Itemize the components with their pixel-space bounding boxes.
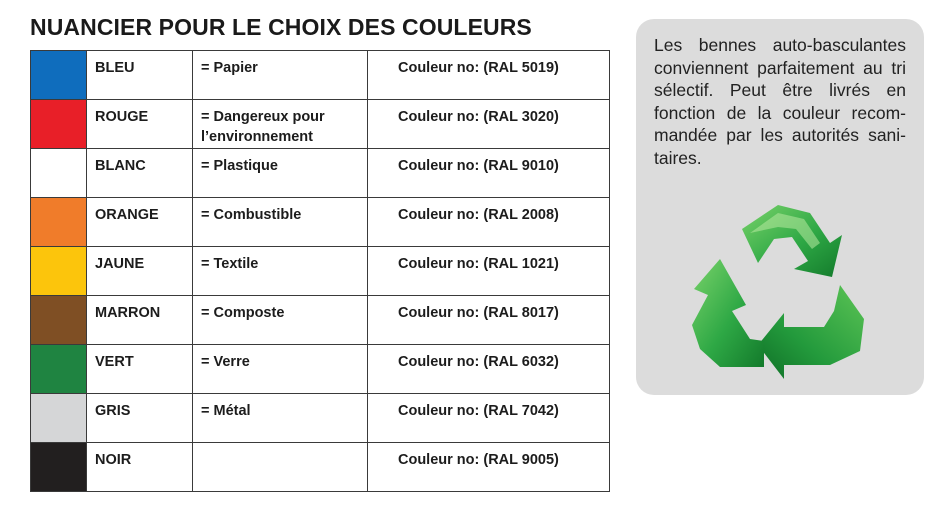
- color-name-cell: [87, 296, 193, 345]
- ral-code: Couleur no: (RAL 5019): [398, 60, 559, 76]
- color-meaning-cell: [193, 51, 368, 100]
- color-row-blanc: [31, 149, 610, 198]
- info-panel: [636, 19, 924, 395]
- color-name: MARRON: [95, 305, 161, 321]
- info-panel-text: Les bennes auto-basculantes conviennent parfaitement au tri sélectif. Peut être livrés en fonction de la couleur recom-mandée par les autorités sani-taires.: [654, 35, 906, 168]
- color-name: VERT: [95, 354, 134, 370]
- color-meaning: = Verre: [201, 354, 250, 370]
- color-swatch: [31, 394, 87, 443]
- color-name-cell: [87, 345, 193, 394]
- color-name: BLEU: [95, 60, 135, 76]
- ral-code-cell: [368, 198, 610, 247]
- color-meaning-cell: [193, 345, 368, 394]
- color-swatch: [31, 51, 87, 100]
- ral-code-cell: [368, 51, 610, 100]
- recycle-icon: [680, 199, 880, 381]
- color-swatch: [31, 100, 87, 149]
- color-name-cell: [87, 149, 193, 198]
- color-meaning-cell: [193, 296, 368, 345]
- color-row-vert: [31, 345, 610, 394]
- color-meaning: = Combustible: [201, 207, 302, 223]
- color-swatch: [31, 149, 87, 198]
- color-meaning-cell: [193, 100, 368, 149]
- ral-code-cell: [368, 149, 610, 198]
- ral-code-cell: [368, 296, 610, 345]
- color-name: JAUNE: [95, 256, 145, 272]
- page-title: NUANCIER POUR LE CHOIX DES COULEURS: [30, 14, 532, 40]
- ral-code-cell: [368, 394, 610, 443]
- color-swatch: [31, 247, 87, 296]
- ral-code-cell: [368, 100, 610, 149]
- color-meaning: [193, 443, 367, 450]
- color-name: ORANGE: [95, 207, 159, 223]
- color-meaning: = Textile: [201, 256, 259, 272]
- color-row-marron: [31, 296, 610, 345]
- color-meaning: = Plastique: [201, 158, 278, 174]
- ral-code-cell: [368, 345, 610, 394]
- ral-code: Couleur no: (RAL 9005): [398, 452, 559, 468]
- color-swatch: [31, 443, 87, 492]
- color-swatch: [31, 345, 87, 394]
- ral-code-cell: [368, 443, 610, 492]
- color-name-cell: [87, 443, 193, 492]
- color-row-jaune: [31, 247, 610, 296]
- color-meaning-cell: [193, 247, 368, 296]
- ral-code: Couleur no: (RAL 3020): [398, 109, 559, 125]
- color-name-cell: [87, 394, 193, 443]
- recycle-arrow-top: [742, 205, 842, 277]
- color-name: ROUGE: [95, 109, 149, 125]
- color-chart-table: [30, 50, 610, 492]
- ral-code-cell: [368, 247, 610, 296]
- color-row-orange: [31, 198, 610, 247]
- color-name-cell: [87, 100, 193, 149]
- color-row-bleu: [31, 51, 610, 100]
- ral-code: Couleur no: (RAL 6032): [398, 354, 559, 370]
- recycle-arrow-right: [758, 285, 864, 379]
- color-meaning: = Dangereux pour l’environnement: [201, 109, 325, 145]
- ral-code: Couleur no: (RAL 1021): [398, 256, 559, 272]
- color-row-gris: [31, 394, 610, 443]
- ral-code: Couleur no: (RAL 2008): [398, 207, 559, 223]
- color-meaning: = Papier: [201, 60, 258, 76]
- recycle-arrow-left: [692, 259, 764, 367]
- ral-code: Couleur no: (RAL 7042): [398, 403, 559, 419]
- color-meaning: = Métal: [201, 403, 251, 419]
- color-meaning-cell: [193, 443, 368, 492]
- color-row-noir: [31, 443, 610, 492]
- color-swatch: [31, 296, 87, 345]
- color-name: BLANC: [95, 158, 146, 174]
- ral-code: Couleur no: (RAL 9010): [398, 158, 559, 174]
- color-name: GRIS: [95, 403, 131, 419]
- color-row-rouge: [31, 100, 610, 149]
- color-name-cell: [87, 198, 193, 247]
- color-meaning-cell: [193, 149, 368, 198]
- color-name-cell: [87, 247, 193, 296]
- color-meaning-cell: [193, 198, 368, 247]
- color-meaning: = Composte: [201, 305, 285, 321]
- color-name-cell: [87, 51, 193, 100]
- color-meaning-cell: [193, 394, 368, 443]
- ral-code: Couleur no: (RAL 8017): [398, 305, 559, 321]
- color-swatch: [31, 198, 87, 247]
- color-name: NOIR: [95, 452, 132, 468]
